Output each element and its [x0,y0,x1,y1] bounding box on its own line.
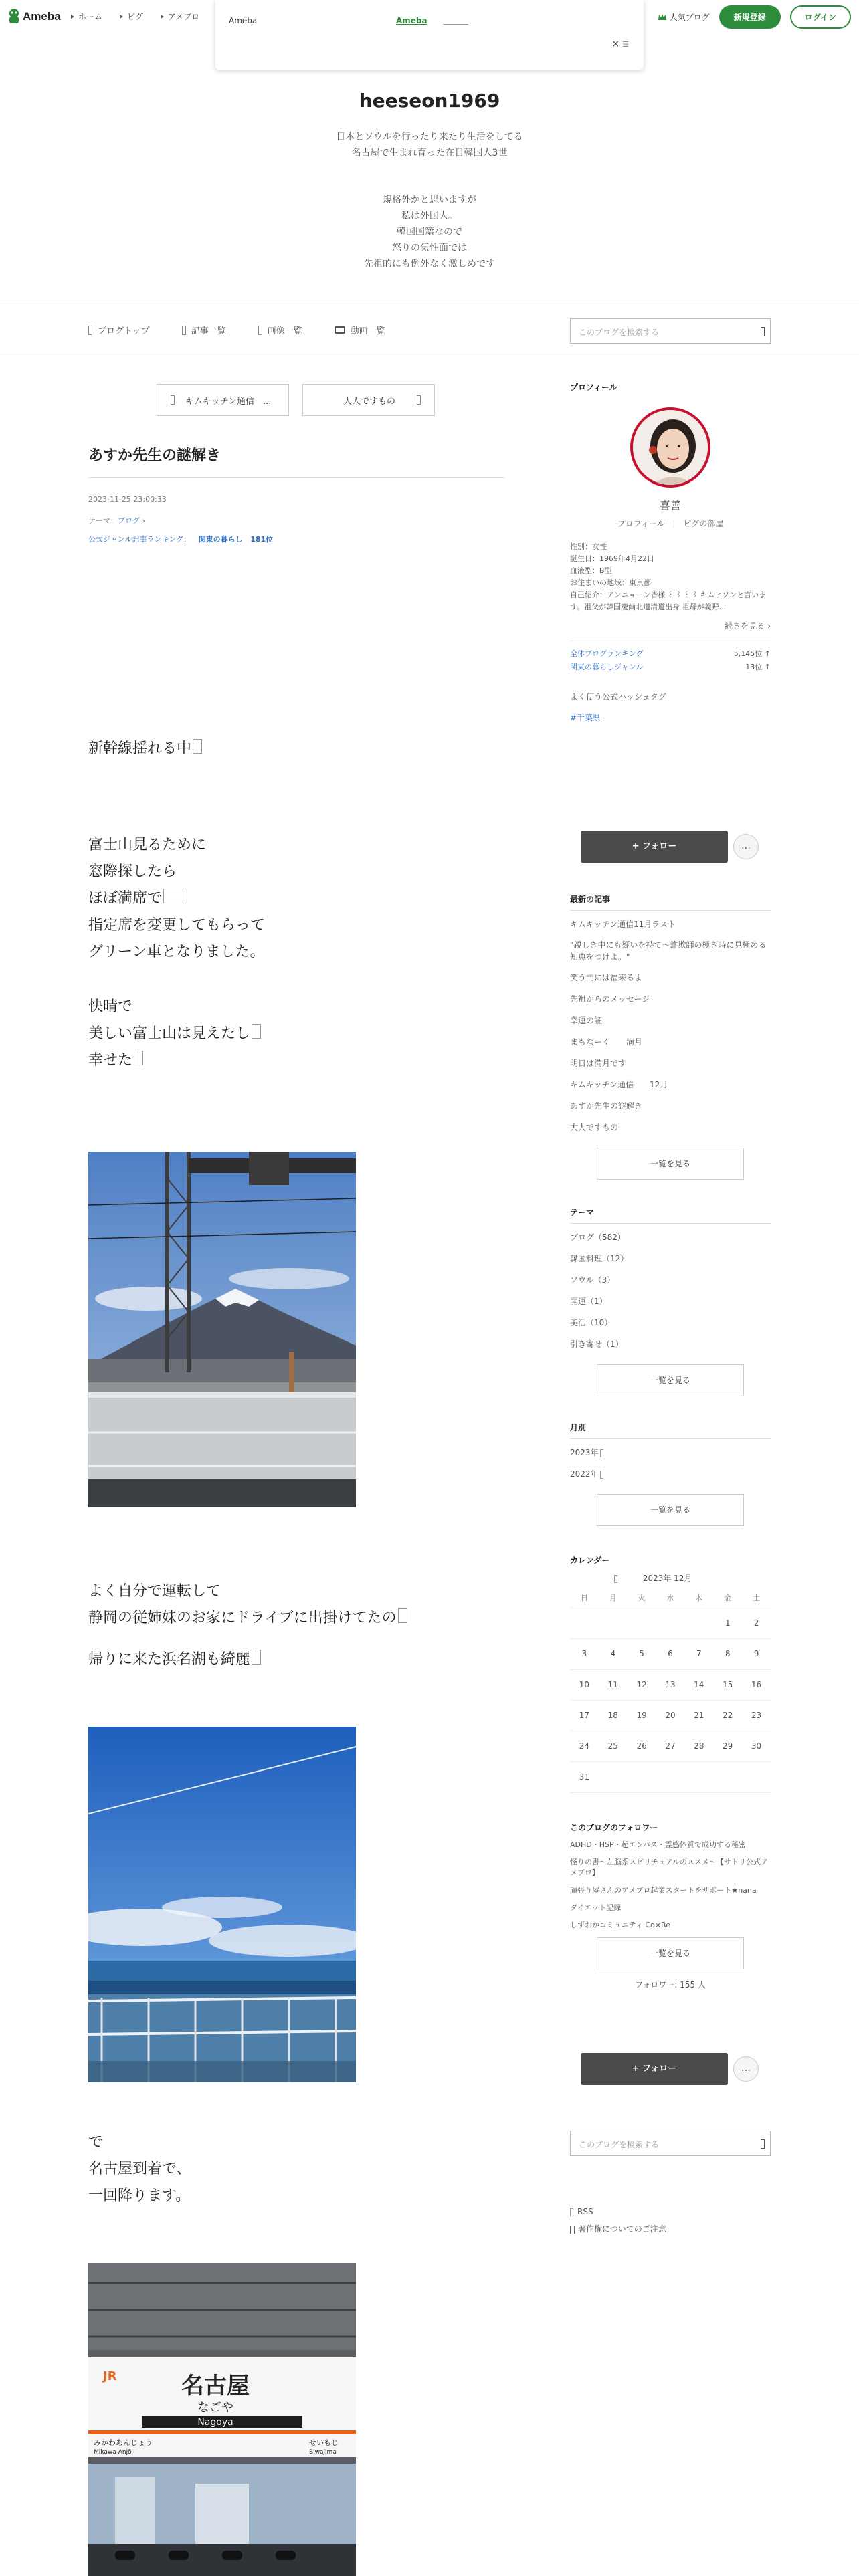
arrow-icon [120,15,123,19]
entry-paragraph [88,832,265,966]
profile-link[interactable]: プロフィール [617,519,665,528]
blog-header [0,70,859,304]
subtitle-line: 日本とソウルを行ったり来たり生活をしてる [336,132,523,142]
profile-info-line: お住まいの地域：東京都 [570,578,651,587]
login-button[interactable]: ログイン [790,5,851,29]
calendar-day [684,1761,713,1792]
calendar-day: 29 [713,1731,742,1761]
popular-blog-link[interactable] [658,11,710,23]
calendar-day: 30 [742,1731,771,1761]
desc-line: 怒りの気性面では [392,243,467,253]
entry-date: 2023-11-25 23:00:33 [88,495,167,504]
profile-more-link[interactable]: 続きを見る › [725,621,771,631]
calendar-heading: カレンダー [570,1555,610,1565]
search-placeholder: このブログを検索する [579,328,660,337]
calendar-day: 19 [628,1700,656,1731]
overall-rank-value: 5,145位 ↑ [733,649,771,658]
calendar-day [599,1761,628,1792]
crown-icon [658,13,667,22]
mt-fuji-image [88,1152,356,1507]
archive-list-button[interactable]: 一覧を見る [597,1494,744,1526]
divider [88,477,504,478]
emoji-image [163,889,187,903]
calendar-day: 28 [684,1731,713,1761]
followers-heading: このブログのフォロワー [570,1823,658,1832]
profile-links: プロフィール | ピグの部屋 [617,519,724,528]
station-roman: Nagoya [197,2417,233,2428]
body-line: 幸せた [88,1052,133,1069]
calendar-day: 16 [742,1669,771,1700]
desc-line: 私は外国人。 [401,211,458,221]
entry-ranking [88,534,273,544]
nav-label: 画像一覧 [267,326,302,336]
calendar-day: 12 [628,1669,656,1700]
body-line: 帰りに来た浜名湖も綺麗 [88,1651,251,1668]
emoji-image [134,1051,143,1065]
calendar-day: 15 [713,1669,742,1700]
ad-overlay [215,0,644,70]
calendar-day [684,1608,713,1638]
follower-link[interactable]: 頑張り屋さんのアメブロ起業スタートをサポート★nana [570,1886,757,1895]
calendar-day: 11 [599,1669,628,1700]
ad-label: Ameba [229,16,258,25]
next-entry-label: 大人ですもの [343,396,396,407]
photo-lake-hamana[interactable] [88,1727,356,2082]
recent-entry-link[interactable]: キムキッチン通信 12月 [570,1080,668,1089]
logo-text: Ameba [23,10,61,23]
ad-link[interactable]: Ameba [396,16,427,25]
next-station-roman: Biwajima [309,2449,337,2456]
rss-icon [570,2208,573,2216]
calendar-day: 22 [713,1700,742,1731]
calendar-title-row [570,1572,771,1584]
calendar-day [713,1761,742,1792]
body-line: 美しい富士山は見えたし [88,1025,251,1042]
sidebar-followers [570,1822,771,1990]
calendar-day: 4 [599,1638,628,1669]
theme-list-button[interactable]: 一覧を見る [597,1364,744,1396]
genre-rank-label: 関東の暮らしジャンル [570,663,644,671]
theme-link[interactable]: 引き寄せ（1） [570,1339,624,1349]
photo-nagoya-station[interactable] [88,2263,356,2576]
recent-entry-link[interactable]: まもなーく 満月 [570,1037,643,1047]
body-line: 新幹線揺れる中 [88,740,192,757]
nav-pigg[interactable] [120,11,143,22]
emoji-image [398,1608,407,1623]
body-line: 窓際探したら [88,863,177,880]
copyright-link[interactable] [570,2220,771,2238]
recent-entry-link[interactable]: 笑う門には福来るよ [570,973,643,982]
chevron-left-icon[interactable] [614,1575,617,1583]
calendar-day: 31 [570,1761,599,1792]
prev-entry-button[interactable] [157,384,289,416]
entry-paragraph [88,1578,407,1632]
sidebar-search-input[interactable] [570,2131,771,2156]
global-nav [71,11,199,22]
theme-link[interactable]: ブログ（582） [570,1232,626,1242]
more-options-button[interactable]: … [733,834,759,859]
chevron-left-icon [171,395,175,405]
search-placeholder: このブログを検索する [579,2140,660,2149]
calendar-day: 27 [656,1731,685,1761]
theme-list [570,1226,771,1355]
calendar-title: 2023年 12月 [642,1574,692,1583]
blog-title[interactable]: heeseon1969 [359,90,500,112]
body-line: よく自分で運転して [88,1583,221,1600]
prev-station-roman: Mikawa-Anjō [94,2449,132,2456]
recent-entry-link[interactable]: "親しき中にも疑いを持て〜詐欺師の極ぎ時に見極める知恵をつけよ。" [570,940,767,962]
nav-label: ピグ [127,12,144,21]
blog-nav [88,324,385,336]
prev-station-kana: みかわあんじょう [94,2438,153,2447]
profile-info-line: 誕生日：1969年4月22日 [570,554,654,563]
nav-label: 動画一覧 [350,326,385,336]
follower-link[interactable]: ダイエット記録 [570,1903,622,1912]
recent-entry-link[interactable]: 明日は満月です [570,1059,627,1068]
emoji-image [193,739,202,754]
theme-link[interactable]: 開運（1） [570,1297,607,1306]
popular-label: 人気ブログ [669,13,710,22]
body-line: 名古屋到着で、 [88,2161,191,2177]
page-icon [88,326,92,335]
nav-entry-list[interactable] [182,324,226,336]
sidebar-themes [570,1206,771,1396]
weekday-label: 水 [656,1588,685,1608]
rss-link[interactable] [570,2203,771,2220]
profile-heading: プロフィール [570,383,617,392]
weekday-label: 月 [599,1588,628,1608]
ameba-logo[interactable] [8,8,61,25]
calendar-day: 20 [656,1700,685,1731]
sidebar-calendar [570,1554,771,1793]
weekday-label: 金 [713,1588,742,1608]
calendar-day: 6 [656,1638,685,1669]
calendar-day: 10 [570,1669,599,1700]
search-icon[interactable] [761,2139,765,2149]
nagoya-station-image [88,2263,356,2576]
genre-rank-value: 13位 ↑ [745,663,771,671]
blog-search-input[interactable] [570,318,771,344]
chevron-right-icon [417,395,421,405]
profile-info [570,541,771,613]
body-line: 快晴で [88,998,133,1015]
calendar-day: 21 [684,1700,713,1731]
blog-description [0,192,859,272]
subtitle-line: 名古屋で生まれ育った在日韓国人3世 [351,148,508,158]
search-icon[interactable] [761,327,765,336]
desc-line: 先祖的にも例外なく激しめです [364,259,495,270]
nav-video-list[interactable] [335,324,385,336]
blog-subtitle [0,129,859,161]
weekday-label: 火 [628,1588,656,1608]
recent-entry-link[interactable]: 先祖からのメッセージ [570,994,650,1004]
recent-list [570,914,771,1138]
follow-button[interactable]: + フォロー [581,831,728,863]
follower-link[interactable]: しずおかコミュニティ Co×Re [570,1921,670,1929]
archive-month-link[interactable]: 2023年 [570,1442,771,1463]
calendar-day [742,1761,771,1792]
nav-blog-top[interactable] [88,324,150,336]
menu-icon[interactable]: ☰ [622,39,629,49]
calendar-day: 18 [599,1700,628,1731]
followers-list [570,1840,771,1931]
more-options-button-bottom[interactable]: … [733,2056,759,2082]
follow-button-bottom[interactable]: + フォロー [581,2053,728,2085]
theme-link[interactable]: 美活（10） [570,1318,613,1327]
more-label: 続きを見る [725,621,765,631]
close-icon[interactable]: × [611,39,620,49]
calendar-day: 14 [684,1669,713,1700]
rank-genre-link[interactable]: 関東の暮らし [198,535,243,544]
sidebar-footer-links [570,2203,771,2238]
desc-line: 韓国国籍なので [397,227,462,237]
avatar[interactable] [630,407,710,488]
recent-list-button[interactable]: 一覧を見る [597,1148,744,1180]
calendar-day [656,1761,685,1792]
copyright-label: 著作権についてのご注意 [578,2224,666,2234]
calendar-day [599,1608,628,1638]
hashtag-heading: よく使う公式ハッシュタグ [570,692,666,702]
theme-heading: テーマ [570,1206,771,1224]
theme-link[interactable]: 韓国料理（12） [570,1254,629,1263]
recent-entry-link[interactable]: キムキッチン通信11月ラスト [570,920,676,929]
signup-button[interactable]: 新規登録 [719,5,781,29]
calendar-day: 3 [570,1638,599,1669]
calendar-day: 17 [570,1700,599,1731]
theme-link[interactable]: ブログ [118,516,140,525]
calendar-day: 9 [742,1638,771,1669]
hashtag-link[interactable]: #千葉県 [570,713,601,722]
body-line: で [88,2134,104,2151]
body-line: 静岡の従姉妹のお家にドライブに出掛けてたの [88,1610,397,1626]
entry-paragraph [88,736,202,762]
profile-info-line: 性別：女性 [570,542,607,551]
calendar-day: 2 [742,1608,771,1638]
calendar-day [570,1608,599,1638]
followers-list-button[interactable]: 一覧を見る [597,1937,744,1969]
calendar-day: 8 [713,1638,742,1669]
page-icon [182,326,186,335]
nav-home[interactable] [71,11,102,22]
body-line: 指定席を変更してもらって [88,917,266,934]
emoji-image [252,1650,261,1665]
avatar-image [633,410,710,488]
next-station-kana: せいもじ [309,2438,339,2447]
nav-label: 記事一覧 [191,326,226,336]
nav-label: ホーム [78,12,103,21]
ranking-row[interactable] [570,648,771,659]
archive-heading: 月別 [570,1422,771,1439]
follower-count: フォロワー: 155 人 [635,1980,706,1990]
theme-label: テーマ： [88,516,118,525]
nav-ameblo[interactable] [161,11,199,22]
lake-hamana-image [88,1727,356,2082]
overall-rank-label: 全体ブログランキング [570,649,644,658]
entry-paragraph [88,2129,191,2210]
archive-list [570,1442,771,1485]
sidebar-profile [570,381,771,723]
ameba-logo-icon [8,8,20,25]
calendar-day: 1 [713,1608,742,1638]
recent-heading: 最新の記事 [570,893,771,911]
entry-paragraph [88,1646,261,1673]
entry-theme: テーマ：ブログ › [88,516,145,525]
calendar-day: 24 [570,1731,599,1761]
ranking-row[interactable] [570,661,771,672]
prev-entry-label: キムキッチン通信 ... [185,396,272,407]
calendar-day: 13 [656,1669,685,1700]
nav-image-list[interactable] [258,324,302,336]
calendar-day: 25 [599,1731,628,1761]
archive-month-link[interactable]: 2022年 [570,1463,771,1485]
rss-label: RSS [577,2207,593,2216]
recent-entry-link[interactable]: 幸運の証 [570,1016,603,1025]
calendar-day: 23 [742,1700,771,1731]
follower-link[interactable]: ADHD・HSP・超エンパス・霊感体質で成功する秘密 [570,1840,746,1849]
nav-label: アメブロ [168,12,200,21]
follower-link[interactable]: 怪りの書〜左脳系スピリチュアルのススメ〜【サトリ公式アメブロ】 [570,1858,769,1877]
profile-info-line: 血液型：B型 [570,566,612,575]
weekday-label: 日 [570,1588,599,1608]
body-line: ほぼ満席で [88,890,163,907]
ad-underline [443,24,468,25]
notice-icon [570,2226,575,2234]
photo-mt-fuji[interactable] [88,1152,356,1507]
weekday-label: 木 [684,1588,713,1608]
rank-label: 公式ジャンル記事ランキング： [88,535,191,544]
station-kana: なごや [197,2401,233,2415]
arrow-icon [161,15,164,19]
recent-entry-link[interactable]: あすか先生の謎解き [570,1101,643,1111]
entry-title[interactable]: あすか先生の謎解き [88,447,221,464]
next-entry-button[interactable] [302,384,435,416]
calendar-day [656,1608,685,1638]
nav-label: ブログトップ [98,326,150,336]
jr-logo: JR [103,2369,117,2383]
body-line: 一回降ります。 [88,2187,191,2204]
ad-controls [611,39,629,49]
calendar-day [628,1608,656,1638]
calendar-day: 7 [684,1638,713,1669]
rank-value[interactable]: 181位 [250,535,274,544]
video-icon [335,326,345,334]
calendar-day: 26 [628,1731,656,1761]
desc-line: 規格外かと思いますが [383,195,476,205]
recent-entry-link[interactable]: 大人ですもの [570,1123,619,1132]
theme-link[interactable]: ソウル（3） [570,1275,615,1285]
arrow-icon [71,15,74,19]
emoji-image [252,1024,261,1039]
entry-paragraph [88,994,261,1074]
image-icon [258,326,262,335]
calendar-day: 5 [628,1638,656,1669]
body-line: 富士山見るために [88,837,207,853]
calendar-day [628,1761,656,1792]
weekday-label: 土 [742,1588,771,1608]
profile-intro: 自己紹介：アンニョーン皆様 ꒰ ꒱ ꒰ ꒱ キムヒソンと言います。祖父が韓国慶尚北道清道出身 祖母が義野... [570,591,767,611]
calendar-grid [570,1588,771,1793]
sidebar-archive [570,1422,771,1526]
pigg-room-link[interactable]: ピグの部屋 [683,519,724,528]
body-line: グリーン車となりました。 [88,944,265,960]
sidebar-recent [570,893,771,1180]
station-name: 名古屋 [181,2373,250,2399]
profile-name[interactable]: 喜善 [659,499,681,512]
